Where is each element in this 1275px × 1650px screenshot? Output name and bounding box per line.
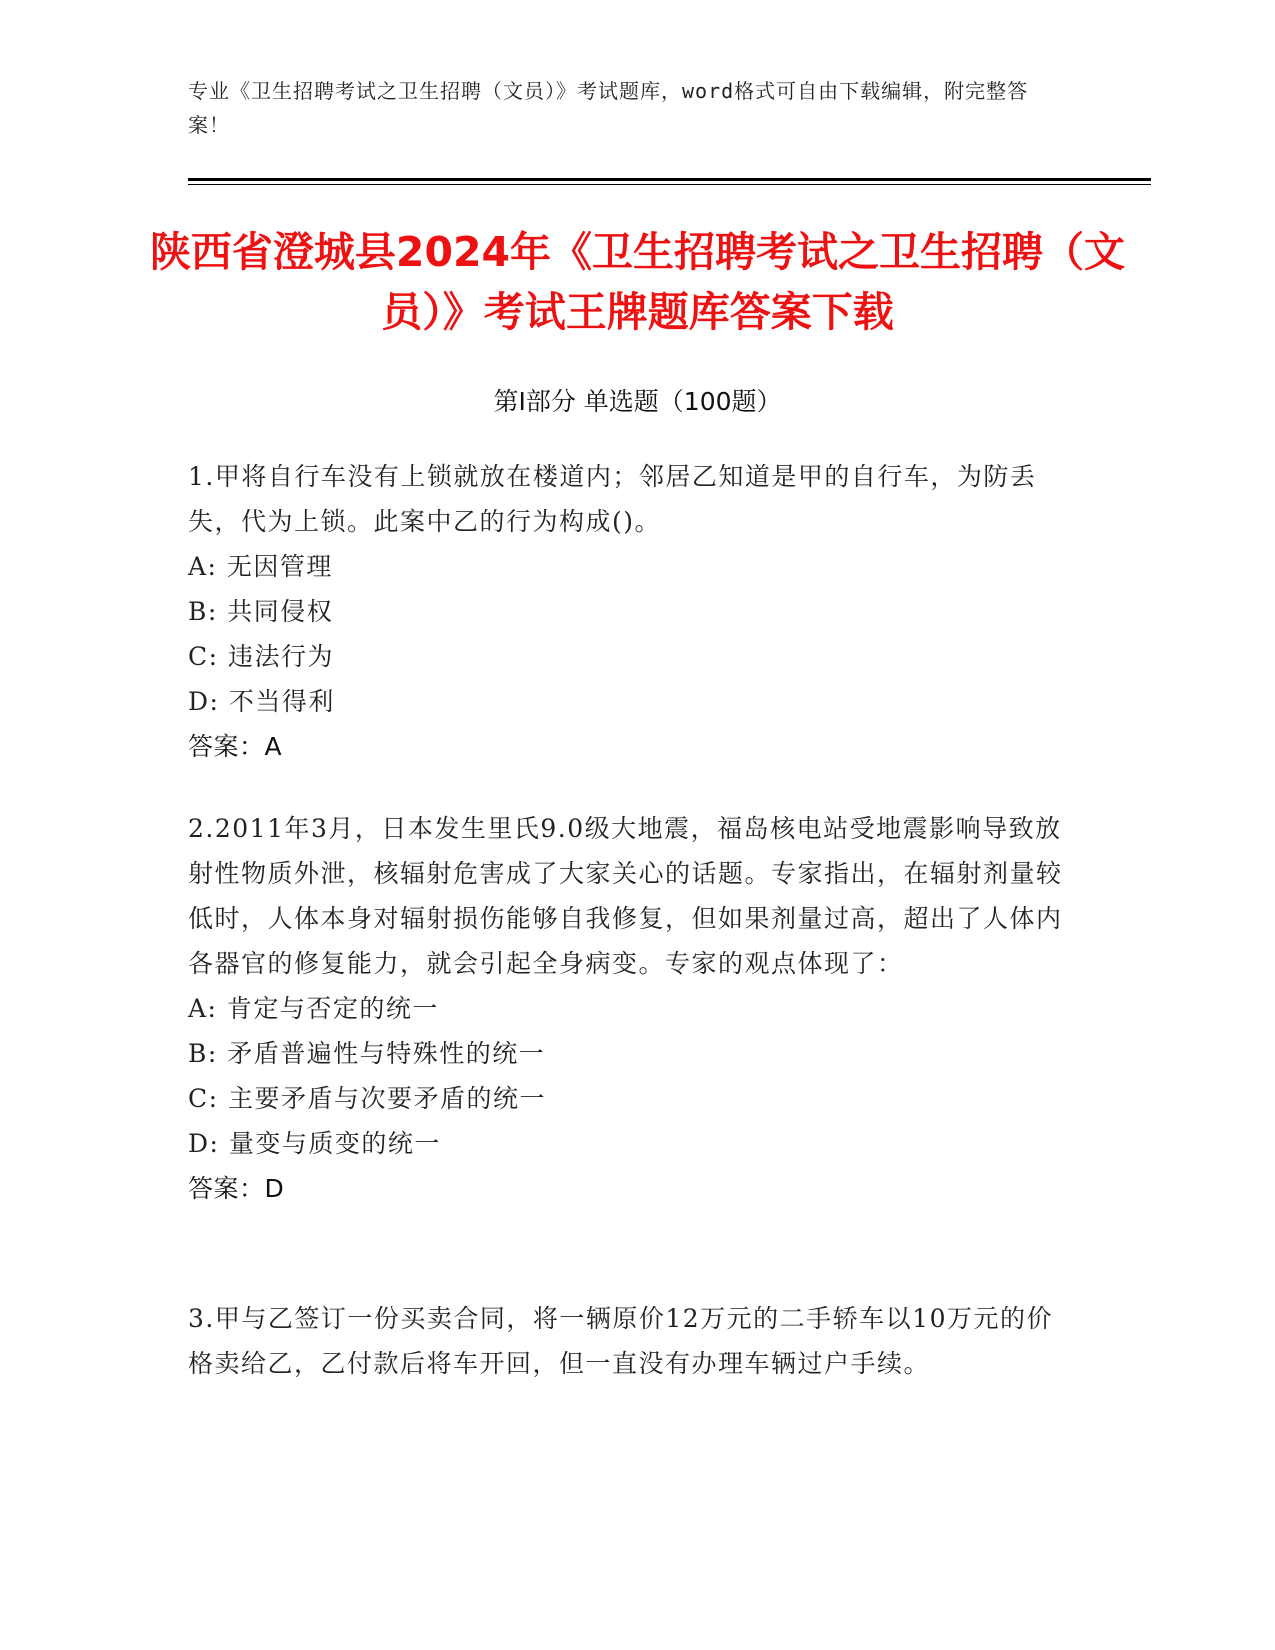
option-c: C: 主要矛盾与次要矛盾的统一 [188, 1084, 546, 1113]
question-stem: 3.甲与乙签订一份买卖合同，将一辆原价12万元的二手轿车以10万元的价格卖给乙，乙付款后将车开回，但一直没有办理车辆过户手续。 [188, 1304, 1053, 1378]
header-note: 专业《卫生招聘考试之卫生招聘（文员）》考试题库，word格式可自由下载编辑，附完整答案！ [188, 79, 1029, 137]
document-title: 陕西省澄城县2024年《卫生招聘考试之卫生招聘（文员）》考试王牌题库答案下载 [149, 228, 1126, 336]
header-divider-thin [188, 184, 1151, 185]
option-b: B: 共同侵权 [188, 597, 334, 626]
question-2 [188, 806, 1068, 1211]
option-d: D: 量变与质变的统一 [188, 1129, 441, 1158]
option-a: A: 肯定与否定的统一 [188, 994, 439, 1023]
answer: 答案：A [188, 732, 283, 761]
option-a: A: 无因管理 [188, 552, 333, 581]
question-stem: 1.甲将自行车没有上锁就放在楼道内；邻居乙知道是甲的自行车，为防丢失，代为上锁。此案中乙的行为构成()。 [188, 462, 1037, 536]
question-3 [188, 1296, 1068, 1386]
question-1 [188, 454, 1068, 769]
question-stem: 2.2011年3月，日本发生里氏9.0级大地震，福岛核电站受地震影响导致放射性物质外泄，核辐射危害成了大家关心的话题。专家指出，在辐射剂量较低时，人体本身对辐射损伤能够自我修复，但如果剂量过高，超出了人体内各器官的修复能力，就会引起全身病变。专家的观点体现了： [188, 814, 1063, 978]
option-b: B: 矛盾普遍性与特殊性的统一 [188, 1039, 546, 1068]
option-c: C: 违法行为 [188, 642, 334, 671]
answer: 答案：D [188, 1174, 285, 1203]
option-d: D: 不当得利 [188, 687, 335, 716]
section-title: 第Ⅰ部分 单选题（100题） [493, 387, 782, 416]
header-divider-thick [188, 178, 1151, 181]
